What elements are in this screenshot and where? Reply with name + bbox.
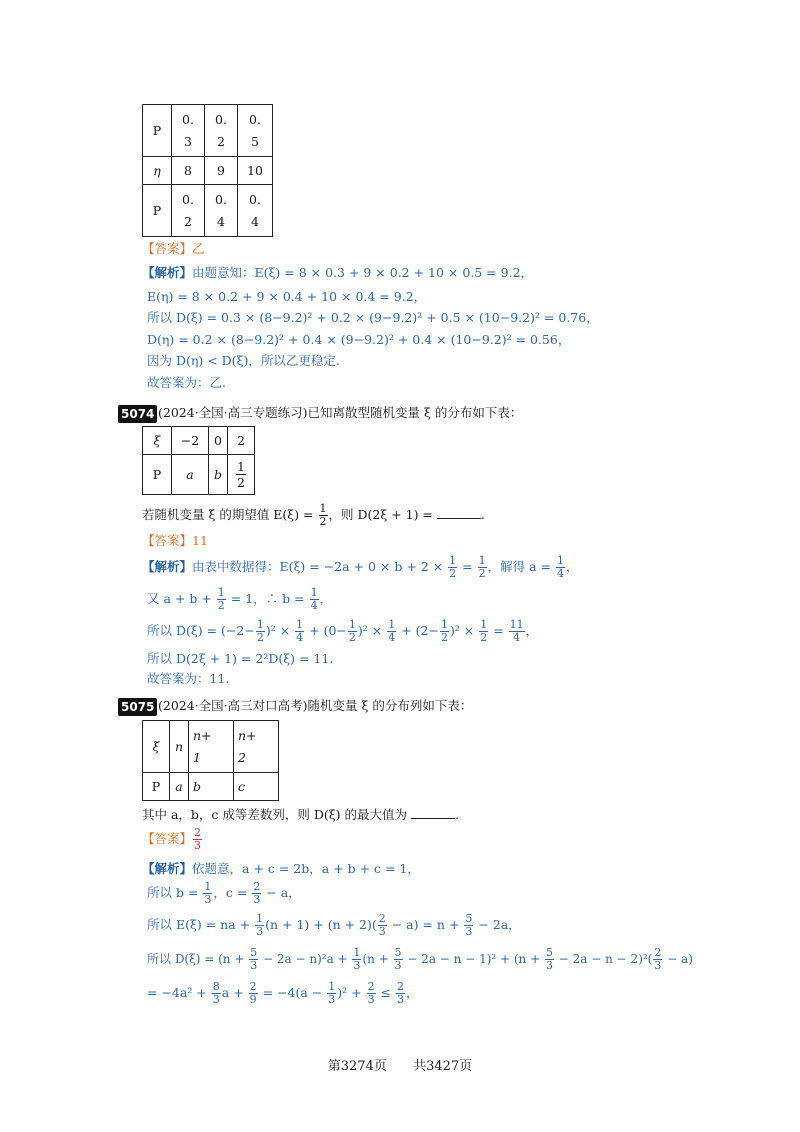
fraction: $\frac{1}{3}$: [256, 912, 264, 938]
fraction: $\frac{1}{2}$: [319, 502, 327, 528]
solution-3-line-1: 【解析】依题意，a + c = 2b，a + b + c = 1，: [142, 861, 420, 876]
fraction: $\frac{1}{2}$: [478, 554, 486, 580]
problem-number-badge: 5075: [118, 698, 157, 716]
table-cell: 0: [209, 427, 228, 455]
fraction: $\frac{5}{3}$: [465, 912, 473, 938]
fraction: $\frac{5}{3}$: [394, 946, 402, 972]
fraction: $\frac{2}{3}$: [367, 980, 375, 1006]
solution-1-line-5: 因为 D(η) < D(ξ)，所以乙更稳定.: [147, 353, 340, 368]
solution-2-line-2: 又 a + b + $\frac{1}{2}$ = 1，∴ b = $\frac{1}{4}$ ，: [147, 586, 333, 612]
table-cell: 9: [205, 157, 238, 185]
fraction: $\frac{1}{4}$: [556, 554, 564, 580]
fraction: $\frac{1}{4}$: [310, 586, 318, 612]
answer-3: 【答案】 $\frac{2}{3}$: [142, 826, 202, 852]
fraction: $\frac{1}{4}$: [388, 618, 396, 644]
solution-3-line-5: = −4a² + $\frac{8}{3}$ a + $\frac{2}{9}$ = −4(a − $\frac{1}{3}$ )² + $\frac{2}{3}$ ≤ $\frac{2}{3}$ ，: [147, 980, 419, 1006]
fraction: $\frac{2}{3}$: [378, 912, 386, 938]
fraction: $\frac{2}{3}$: [253, 880, 261, 906]
answer-2: 【答案】11: [142, 533, 208, 548]
table-cell: P: [143, 105, 172, 157]
table-cell: 0. 4: [205, 185, 238, 237]
solution-1-line-1: 【解析】由题意知：E(ξ) = 8 × 0.3 + 9 × 0.2 + 10 × 0.5 = 9.2，: [142, 265, 534, 280]
total-pages: 共3427页: [413, 1059, 473, 1074]
fraction: $\frac{1}{4}$: [296, 618, 304, 644]
fraction: $\frac{1}{3}$: [353, 946, 361, 972]
problem-5074-stem: (2024·全国·高三专题练习)已知离散型随机变量 ξ 的分布如下表：: [158, 405, 523, 420]
table-cell: b: [209, 455, 228, 495]
table-cell: a: [170, 773, 189, 801]
table-cell: P: [143, 455, 172, 495]
problem-5075-stem: (2024·全国·高三对口高考)随机变量 ξ 的分布列如下表：: [158, 698, 473, 713]
solution-2-line-3: 所以 D(ξ) = (−2− $\frac{1}{2}$ )² × $\frac{1}{4}$ + (0− $\frac{1}{2}$ )² × $\frac{1}{4}$ + (2− $\frac{1}{2}$ )² × $\frac{1}{2}$ = $\frac{11}{4}$ ，: [147, 618, 539, 644]
fraction: $\frac{1}{3}$: [328, 980, 336, 1006]
fraction: $\frac{1}{2}$: [480, 618, 488, 644]
solution-1-line-6: 故答案为：乙.: [147, 375, 226, 390]
table-cell: ξ: [143, 721, 170, 773]
answer-1: 【答案】乙: [142, 241, 205, 256]
table-cell: 0. 2: [205, 105, 238, 157]
solution-3-line-4: 所以 D(ξ) = (n + $\frac{5}{3}$ − 2a − n)²a + $\frac{1}{3}$ (n + $\frac{5}{3}$ − 2a − n − 1)² + (n + $\frac{5}{3}$ − 2a − n − 2)²( $\frac{2}{3}$ − a): [147, 946, 693, 972]
table-cell: 0. 4: [238, 185, 273, 237]
fraction: $\frac{2}{3}$: [654, 946, 662, 972]
page-footer: [0, 1055, 800, 1074]
problem-number-badge: 5074: [118, 405, 157, 423]
table-cell: η: [143, 157, 172, 185]
answer-blank: [437, 506, 481, 519]
table-cell: n+ 2: [234, 721, 279, 773]
fraction: $\frac{5}{3}$: [545, 946, 553, 972]
page-number: 第3274页: [327, 1059, 387, 1074]
table-cell: b: [189, 773, 234, 801]
solution-1-line-4: D(η) = 0.2 × (8−9.2)² + 0.4 × (9−9.2)² + 0.4 × (10−9.2)² = 0.56，: [147, 332, 571, 347]
fraction: $\frac{2}{3}$: [396, 980, 404, 1006]
fraction: $\frac{1}{2}$: [256, 618, 264, 644]
distribution-table-5074: [142, 426, 255, 495]
table-cell: n+ 1: [189, 721, 234, 773]
fraction: $\frac{5}{3}$: [250, 946, 258, 972]
problem-5075-question: 其中 a，b，c 成等差数列，则 D(ξ) 的最大值为 .: [142, 807, 459, 822]
answer-blank: [411, 806, 455, 819]
fraction: $\frac{11}{4}$: [509, 618, 524, 644]
fraction: $\frac{2}{3}$: [194, 826, 202, 852]
table-cell: 8: [172, 157, 205, 185]
fraction: $\frac{1}{3}$: [204, 880, 212, 906]
table-cell: 0. 2: [172, 185, 205, 237]
solution-1-line-3: 所以 D(ξ) = 0.3 × (8−9.2)² + 0.2 × (9−9.2)² + 0.5 × (10−9.2)² = 0.76，: [147, 310, 599, 325]
distribution-table-1: [142, 104, 273, 237]
table-cell: −2: [172, 427, 209, 455]
fraction: $\frac{2}{9}$: [249, 980, 257, 1006]
table-cell: 10: [238, 157, 273, 185]
solution-2-line-5: 故答案为：11.: [147, 671, 230, 686]
solution-2-line-1: 【解析】由表中数据得：E(ξ) = −2a + 0 × b + 2 × $\frac{1}{2}$ = $\frac{1}{2}$ ，解得 a = $\frac{1}{4}$ ，: [142, 554, 579, 580]
table-cell: a: [172, 455, 209, 495]
solution-3-line-3: 所以 E(ξ) = na + $\frac{1}{3}$ (n + 1) + (n + 2)( $\frac{2}{3}$ − a) = n + $\frac{5}{3}$ − 2a，: [147, 912, 521, 938]
fraction: $\frac{8}{3}$: [212, 980, 220, 1006]
table-cell: c: [234, 773, 279, 801]
table-cell: n: [170, 721, 189, 773]
solution-3-line-2: 所以 b = $\frac{1}{3}$ ，c = $\frac{2}{3}$ − a，: [147, 880, 301, 906]
fraction: $\frac{1}{2}$: [217, 586, 225, 612]
solution-2-line-4: 所以 D(2ξ + 1) = 2²D(ξ) = 11.: [147, 651, 334, 666]
table-cell: 0. 5: [238, 105, 273, 157]
table-cell: ξ: [143, 427, 172, 455]
problem-5074-question: 若随机变量 ξ 的期望值 E(ξ) = $\frac{1}{2}$ ，则 D(2ξ + 1) = .: [142, 502, 485, 528]
fraction: $\frac{1}{2}$: [237, 459, 245, 490]
table-cell: P: [143, 185, 172, 237]
table-cell: [228, 455, 255, 495]
table-cell: P: [143, 773, 170, 801]
table-cell: 0. 3: [172, 105, 205, 157]
fraction: $\frac{1}{2}$: [348, 618, 356, 644]
fraction: $\frac{1}{2}$: [440, 618, 448, 644]
distribution-table-5075: [142, 720, 279, 801]
table-cell: 2: [228, 427, 255, 455]
solution-1-line-2: E(η) = 8 × 0.2 + 9 × 0.4 + 10 × 0.4 = 9.2，: [147, 289, 427, 304]
fraction: $\frac{1}{2}$: [449, 554, 457, 580]
